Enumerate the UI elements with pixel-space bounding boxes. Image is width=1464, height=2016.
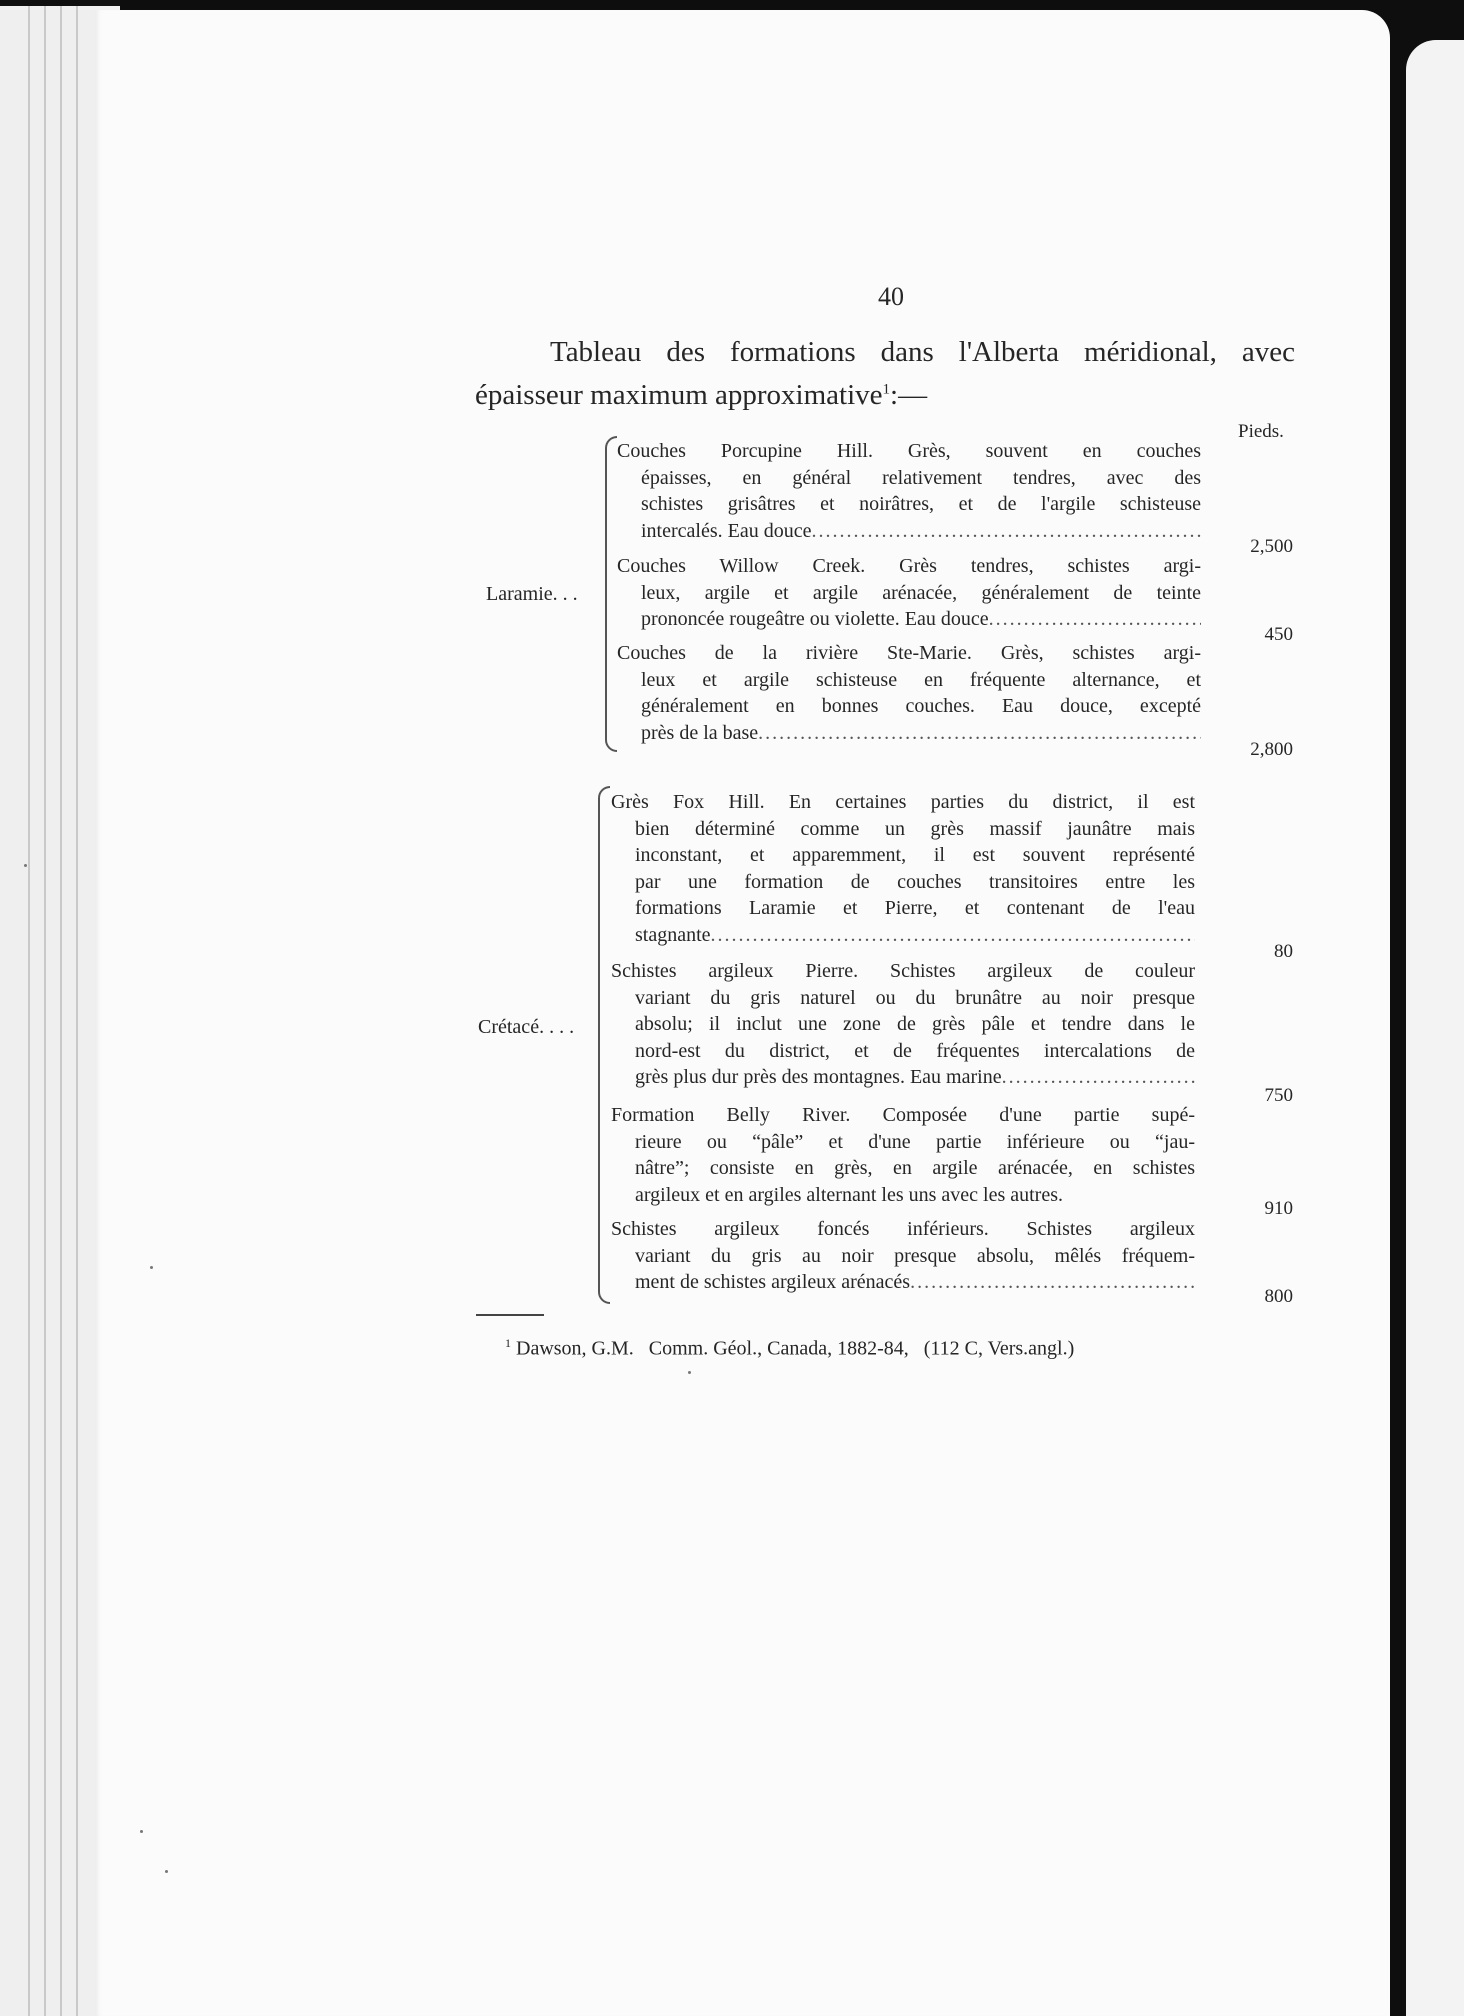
formation-thickness: 800 xyxy=(1264,1286,1293,1307)
formation-thickness: 2,500 xyxy=(1250,536,1293,557)
group-label-cretace: Crétacé. . . . xyxy=(478,1016,575,1038)
formation-entry: Formation Belly River. Composée d'une partie supé- rieure ou “pâle” et d'une partie inférieure ou “jau- nâtre”; consiste en grès, en argile arénacée, en schistes argileux et en argiles alternant les uns avec les autres. xyxy=(611,1104,1195,1206)
scan-speck xyxy=(140,1830,143,1833)
formation-entry: Schistes argileux Pierre. Schistes argileux de couleur variant du gris naturel ou du brunâtre au noir presque absolu; il inclut une zone de grès pâle et tendre dans le nord-est du district, et de fréquentes intercalations de grès plus dur près des montagnes. Eau marine ..... xyxy=(611,958,1195,1091)
footnote xyxy=(505,1336,1074,1361)
formation-thickness: 910 xyxy=(1264,1198,1293,1219)
group-brace xyxy=(598,786,610,1304)
stack-line xyxy=(76,6,78,2016)
page-number: 40 xyxy=(878,282,904,311)
footnote-mark: 1 xyxy=(505,1336,511,1350)
stack-line xyxy=(44,6,46,2016)
title-line-2: épaisseur maximum approximative$^1$:— xyxy=(475,378,928,411)
stack-line xyxy=(60,6,62,2016)
formation-thickness: 80 xyxy=(1274,941,1293,962)
formation-thickness: 750 xyxy=(1264,1085,1293,1106)
footnote-reference: 1 xyxy=(882,381,891,397)
table-title xyxy=(475,334,1295,414)
formation-thickness: 2,800 xyxy=(1250,739,1293,760)
formation-entry: Grès Fox Hill. En certaines parties du district, il est bien déterminé comme un grès massif jaunâtre mais inconstant, et apparemment, il est souvent représenté par une formation de couches transitoires entre les formations Laramie et Pierre, et contenant de l'eau stagnante ..... xyxy=(611,789,1195,948)
footnote-rule xyxy=(476,1314,544,1316)
formation-thickness: 450 xyxy=(1264,624,1293,645)
formation-entry: Schistes argileux foncés inférieurs. Schistes argileux variant du gris au noir presque absolu, mêlés fréquem- ment de schistes argileux arénacés ..... xyxy=(611,1216,1195,1296)
stack-line xyxy=(28,6,30,2016)
scan-speck xyxy=(688,1371,691,1374)
scan-speck xyxy=(165,1870,168,1873)
scan-speck xyxy=(24,864,27,867)
title-line-1: Tableau des formations dans l'Alberta méridional, avec xyxy=(550,336,1295,368)
group-brace xyxy=(605,436,617,752)
formation-entry: Couches Willow Creek. Grès tendres, schistes argi- leux, argile et argile arénacée, généralement de teinte prononcée rougeâtre ou violette. Eau douce ..... xyxy=(617,553,1201,633)
facing-page-edge xyxy=(1406,40,1464,2016)
scan-speck xyxy=(150,1266,153,1269)
formation-entry: Couches de la rivière Ste-Marie. Grès, schistes argi- leux et argile schisteuse en fréquente alternance, et généralement en bonnes couches. Eau douce, excepté près de la base ..... xyxy=(617,640,1201,746)
thickness-column-header: Pieds. xyxy=(1238,421,1284,442)
group-label-laramie: Laramie. . . xyxy=(486,583,578,605)
footnote-text: Dawson, G.M. Comm. Géol., Canada, 1882-84, (112 C, Vers.angl.) xyxy=(516,1337,1075,1360)
formation-entry: Couches Porcupine Hill. Grès, souvent en couches épaisses, en général relativement tendres, avec des schistes grisâtres et noirâtres, et de l'argile schisteuse intercalés. Eau douce ..... xyxy=(617,438,1201,544)
